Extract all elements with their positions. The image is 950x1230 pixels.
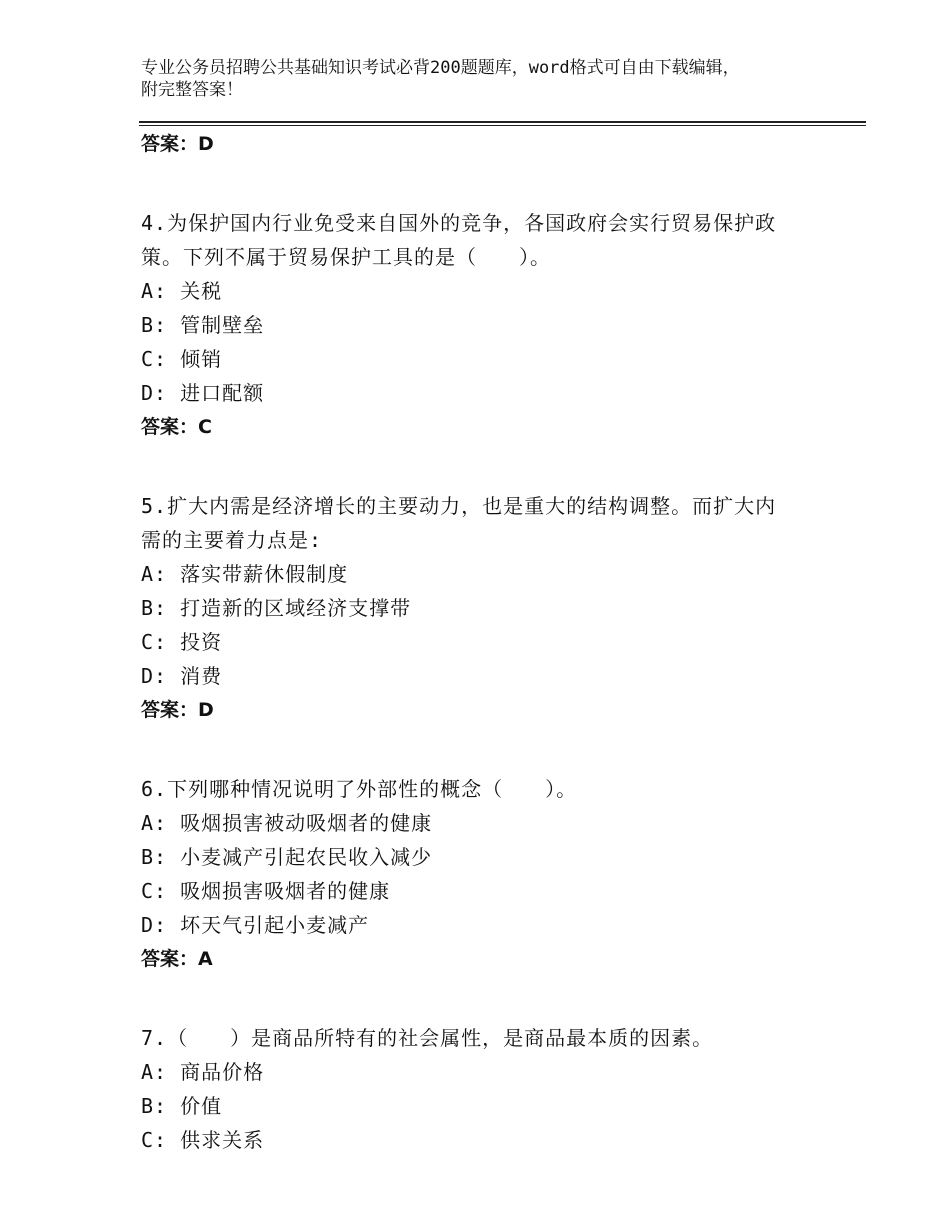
answer: 答案：C <box>141 416 212 438</box>
option-c: C: 吸烟损害吸烟者的健康 <box>141 879 391 903</box>
question-6 <box>141 772 821 976</box>
header-rule-thin <box>139 125 866 126</box>
question-stem-line: 4.为保护国内行业免受来自国外的竞争，各国政府会实行贸易保护政 <box>141 211 777 235</box>
page-header <box>141 57 821 101</box>
question-list <box>141 127 821 1157</box>
answer: 答案：D <box>141 699 214 721</box>
option-b: B: 小麦减产引起农民收入减少 <box>141 845 433 869</box>
question-stem-line: 7.（ ）是商品所特有的社会属性，是商品最本质的因素。 <box>141 1026 714 1050</box>
header-line-1: 专业公务员招聘公共基础知识考试必背200题题库，word格式可自由下载编辑， <box>141 58 740 78</box>
option-a: A: 吸烟损害被动吸烟者的健康 <box>141 811 433 835</box>
spacer <box>141 444 821 489</box>
option-d: D: 消费 <box>141 664 223 688</box>
option-c: C: 倾销 <box>141 347 223 371</box>
option-d: D: 进口配额 <box>141 381 265 405</box>
option-d: D: 坏天气引起小麦减产 <box>141 913 370 937</box>
question-stem-line: 策。下列不属于贸易保护工具的是（ ）。 <box>141 245 551 269</box>
answer: 答案：A <box>141 948 213 970</box>
option-b: B: 打造新的区域经济支撑带 <box>141 596 412 620</box>
question-4 <box>141 206 821 444</box>
spacer <box>141 976 821 1021</box>
option-a: A: 商品价格 <box>141 1060 265 1084</box>
spacer <box>141 727 821 772</box>
option-c: C: 投资 <box>141 630 223 654</box>
header-line-2: 附完整答案！ <box>141 80 243 100</box>
option-b: B: 管制壁垒 <box>141 313 265 337</box>
answer-prev: 答案：D <box>141 133 214 155</box>
header-rule-thick <box>139 121 866 123</box>
option-a: A: 落实带薪休假制度 <box>141 562 349 586</box>
option-c: C: 供求关系 <box>141 1128 265 1152</box>
spacer <box>141 161 821 206</box>
question-5 <box>141 489 821 727</box>
question-stem-line: 5.扩大内需是经济增长的主要动力，也是重大的结构调整。而扩大内 <box>141 494 777 518</box>
question-stem-line: 6.下列哪种情况说明了外部性的概念（ ）。 <box>141 777 578 801</box>
question-7 <box>141 1021 821 1157</box>
option-b: B: 价值 <box>141 1094 223 1118</box>
question-stem-line: 需的主要着力点是: <box>141 528 323 552</box>
option-a: A: 关税 <box>141 279 223 303</box>
